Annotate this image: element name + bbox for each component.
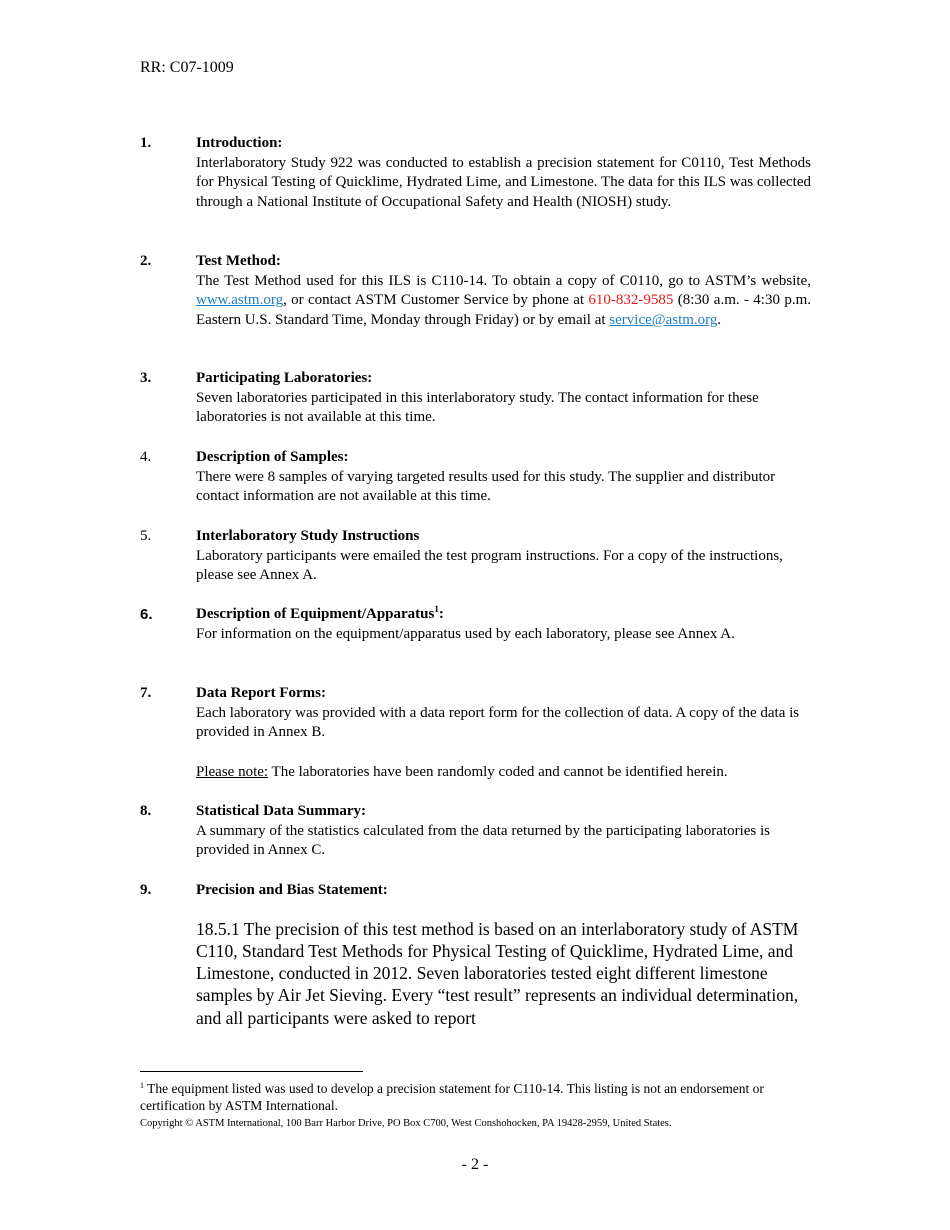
customer-service-phone: 610-832-9585 bbox=[588, 292, 674, 309]
title-text: : bbox=[438, 606, 444, 622]
section-title: Participating Laboratories: bbox=[196, 370, 373, 386]
please-note-label: Please note: bbox=[196, 763, 269, 780]
text-segment: (8:30 a.m. - 4:30 p.m. Eastern U.S. Standard Time, Monday through Friday) or by email at bbox=[196, 292, 811, 329]
section-participating-laboratories bbox=[140, 369, 811, 428]
section-title: Test Method: bbox=[196, 253, 281, 269]
section-data-report-forms bbox=[140, 684, 811, 783]
section-text: A summary of the statistics calculated from the data returned by the participating laboratories is provided in Annex C. bbox=[196, 822, 770, 859]
section-text: 18.5.1 The precision of this test method is based on an interlaboratory study of ASTM C110, Standard Test Methods for Physical Testing of Quicklime, Hydrated Lime, and Limestone, conducted in 2012. Seven laboratories tested eight different limestone samples by Air Jet Sieving. Every “test result” represents an individual determination, and all participants were asked to report bbox=[196, 918, 799, 1028]
copyright-notice: Copyright © ASTM International, 100 Barr Harbor Drive, PO Box C700, West Conshohocken, PA 19428-2959, United States. bbox=[140, 1118, 672, 1129]
section-text: There were 8 samples of varying targeted results used for this study. The supplier and distributor contact information are not available at this time. bbox=[196, 468, 776, 505]
section-title bbox=[196, 605, 811, 625]
section-number: 5. bbox=[140, 528, 152, 544]
section-study-instructions bbox=[140, 527, 811, 586]
text-segment: . bbox=[717, 312, 722, 329]
section-introduction bbox=[140, 134, 811, 213]
section-number: 1. bbox=[140, 135, 152, 151]
section-text: Each laboratory was provided with a data report form for the collection of data. A copy of the data is provided in Annex B. bbox=[196, 704, 800, 741]
section-title: Interlaboratory Study Instructions bbox=[196, 528, 420, 544]
service-email-link[interactable]: service@astm.org bbox=[609, 312, 718, 329]
title-text: Description of Equipment/Apparatus bbox=[196, 606, 435, 622]
footnote-reference[interactable]: 1 bbox=[434, 604, 439, 614]
section-title: Introduction: bbox=[196, 135, 283, 151]
section-title: Statistical Data Summary: bbox=[196, 803, 366, 819]
section-number: 8. bbox=[140, 803, 152, 819]
section-number: 3. bbox=[140, 370, 152, 386]
section-number: 7. bbox=[140, 685, 152, 701]
report-id-header: RR: C07-1009 bbox=[140, 59, 234, 76]
section-number: 6. bbox=[140, 606, 153, 623]
section-text: Interlaboratory Study 922 was conducted to establish a precision statement for C0110, Test Methods for Physical Testing of Quicklime, Hydrated Lime, and Limestone. The data for this ILS was collected through a National Institute of Occupational Safety and Health (NIOSH) study. bbox=[196, 154, 811, 211]
section-text: For information on the equipment/apparatus used by each laboratory, please see Annex A. bbox=[196, 625, 735, 642]
section-text: Laboratory participants were emailed the test program instructions. For a copy of the instructions, please see Annex A. bbox=[196, 547, 783, 584]
text-segment: , or contact ASTM Customer Service by phone at bbox=[283, 292, 589, 309]
please-note bbox=[196, 763, 811, 783]
section-title: Data Report Forms: bbox=[196, 685, 326, 701]
text-segment: The Test Method used for this ILS is C110-14. To obtain a copy of C0110, go to ASTM’s website, bbox=[196, 272, 811, 289]
section-number: 9. bbox=[140, 882, 152, 898]
astm-website-link[interactable]: www.astm.org bbox=[196, 292, 284, 309]
section-number: 4. bbox=[140, 449, 152, 465]
section-statistical-summary bbox=[140, 802, 811, 861]
please-note-text: The laboratories have been randomly coded and cannot be identified herein. bbox=[268, 763, 728, 780]
footnote-text: The equipment listed was used to develop a precision statement for C110-14. This listing is not an endorsement or certification by ASTM International. bbox=[140, 1081, 764, 1113]
section-number: 2. bbox=[140, 253, 152, 269]
page-number: - 2 - bbox=[461, 1156, 489, 1173]
footnote-separator bbox=[140, 1071, 363, 1072]
section-precision-bias bbox=[140, 881, 811, 1029]
section-title: Description of Samples: bbox=[196, 449, 349, 465]
footnote-mark: 1 bbox=[140, 1081, 144, 1090]
section-equipment-apparatus bbox=[140, 605, 811, 644]
section-text: Seven laboratories participated in this interlaboratory study. The contact information for these laboratories is not available at this time. bbox=[196, 389, 759, 426]
footnote bbox=[140, 1080, 811, 1114]
section-title: Precision and Bias Statement: bbox=[196, 882, 388, 898]
section-test-method bbox=[140, 252, 811, 331]
section-text bbox=[196, 272, 811, 331]
section-description-of-samples bbox=[140, 448, 811, 507]
